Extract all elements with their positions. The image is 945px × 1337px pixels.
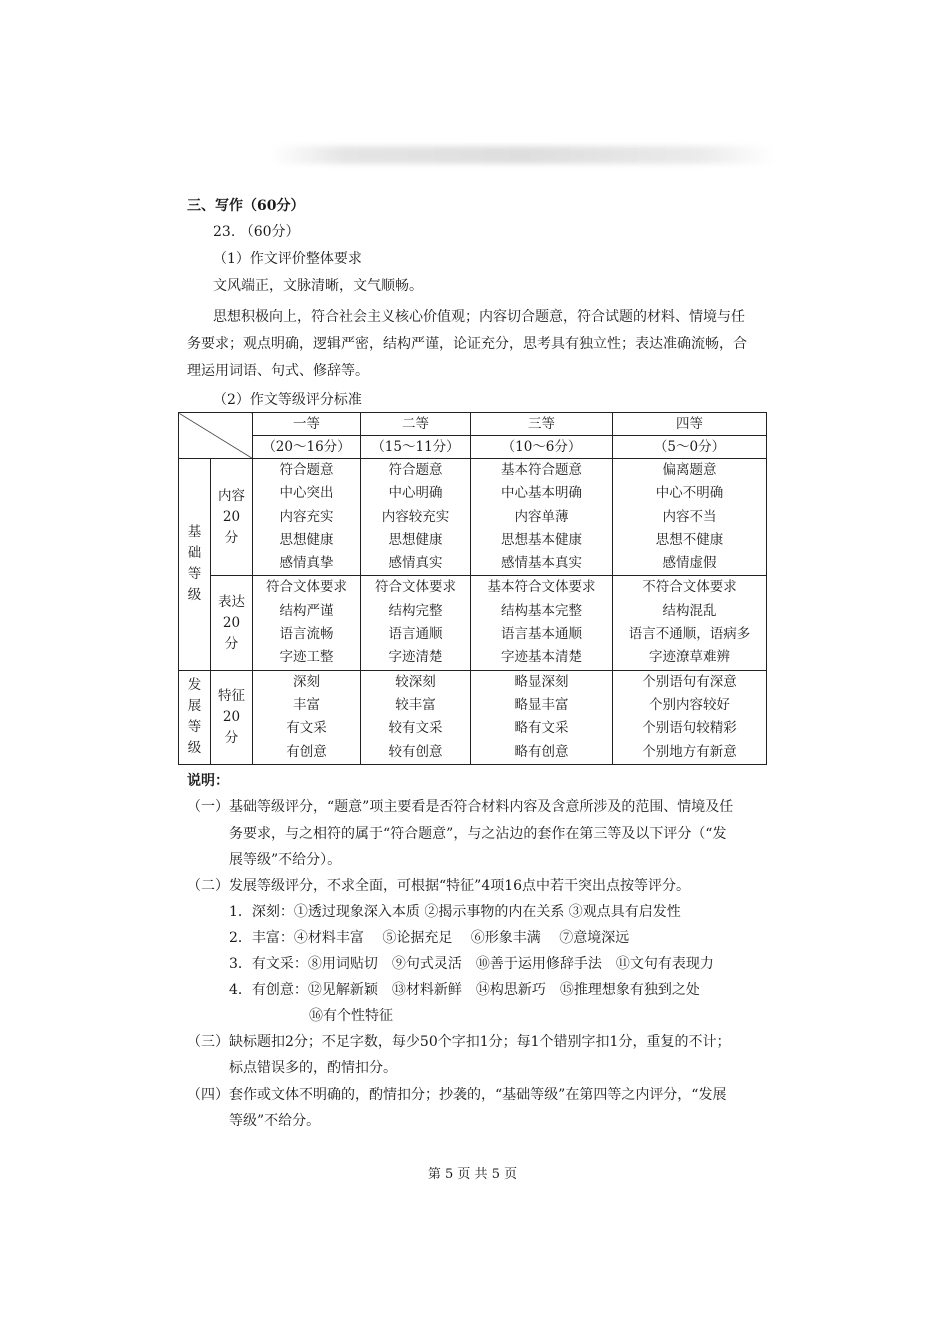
expression-label: 表达 20 分 bbox=[211, 576, 253, 670]
question-number: 23. （60分） bbox=[213, 224, 300, 240]
note-line: 务要求，与之相符的属于“符合题意”，与之沾边的套作在第三等及以下评分（“发 bbox=[229, 826, 727, 842]
note-line: （二）发展等级评分，不求全面，可根据“特征”4项16点中若干突出点按等评分。 bbox=[187, 878, 691, 894]
feature-cell-grade1: 深刻 丰富 有文采 有创意 bbox=[253, 670, 361, 764]
note-line: （四）套作或文体不明确的，酌情扣分；抄袭的，“基础等级”在第四等之内评分，“发展 bbox=[187, 1087, 727, 1103]
requirement-line: 文风端正，文脉清晰，文气顺畅。 bbox=[213, 278, 423, 294]
grade-header: 三等 bbox=[471, 413, 613, 436]
requirement-paragraph-line: 思想积极向上，符合社会主义核心价值观；内容切合题意，符合试题的材料、情境与任 bbox=[213, 309, 745, 325]
note-line: 等级”不给分。 bbox=[229, 1113, 321, 1129]
page-footer: 第 5 页 共 5 页 bbox=[427, 1167, 518, 1182]
note-line: 标点错误多的，酌情扣分。 bbox=[229, 1060, 397, 1076]
feature-cell-grade2: 较深刻 较丰富 较有文采 较有创意 bbox=[361, 670, 471, 764]
grade-header: 一等 bbox=[253, 413, 361, 436]
expression-cell-grade3: 基本符合文体要求 结构基本完整 语言基本通顺 字迹基本清楚 bbox=[471, 576, 613, 670]
content-cell-grade4: 偏离题意 中心不明确 内容不当 思想不健康 感情虚假 bbox=[613, 459, 767, 576]
note-item: 3．有文采：⑧用词贴切 ⑨句式灵活 ⑩善于运用修辞手法 ⑪文句有表现力 bbox=[229, 956, 714, 972]
expression-cell-grade2: 符合文体要求 结构完整 语言通顺 字迹清楚 bbox=[361, 576, 471, 670]
content-cell-grade1: 符合题意 中心突出 内容充实 思想健康 感情真挚 bbox=[253, 459, 361, 576]
subsection-1-title: （1）作文评价整体要求 bbox=[213, 251, 362, 267]
section-title: 三、写作（60分） bbox=[187, 198, 305, 214]
feature-label: 特征 20 分 bbox=[211, 670, 253, 764]
feature-cell-grade3: 略显深刻 略显丰富 略有文采 略有创意 bbox=[471, 670, 613, 764]
note-line: （一）基础等级评分，“题意”项主要看是否符合材料内容及含意所涉及的范围、情境及任 bbox=[187, 799, 734, 815]
grade-range: （10～6分） bbox=[471, 436, 613, 459]
content-cell-grade3: 基本符合题意 中心基本明确 内容单薄 思想基本健康 感情基本真实 bbox=[471, 459, 613, 576]
grade-range: （15～11分） bbox=[361, 436, 471, 459]
feature-cell-grade4: 个别语句有深意 个别内容较好 个别语句较精彩 个别地方有新意 bbox=[613, 670, 767, 764]
note-item: ⑯有个性特征 bbox=[309, 1008, 393, 1024]
requirement-paragraph-line: 理运用词语、句式、修辞等。 bbox=[187, 363, 369, 379]
grade-header: 二等 bbox=[361, 413, 471, 436]
grade-range: （5～0分） bbox=[613, 436, 767, 459]
grade-range: （20～16分） bbox=[253, 436, 361, 459]
requirement-paragraph-line: 务要求；观点明确，逻辑严密，结构严谨，论证充分，思考具有独立性；表达准确流畅，合 bbox=[187, 336, 747, 352]
subsection-2-title: （2）作文等级评分标准 bbox=[213, 392, 362, 408]
table-corner-cell bbox=[179, 413, 253, 459]
note-item: 4．有创意：⑫见解新颖 ⑬材料新鲜 ⑭构思新巧 ⑮推理想象有独到之处 bbox=[229, 982, 700, 998]
note-line: （三）缺标题扣2分；不足字数，每少50个字扣1分；每1个错别字扣1分，重复的不计； bbox=[187, 1034, 731, 1050]
content-label: 内容 20 分 bbox=[211, 459, 253, 576]
note-item: 2．丰富：④材料丰富 ⑤论据充足 ⑥形象丰满 ⑦意境深远 bbox=[229, 930, 630, 946]
scan-smudge bbox=[270, 146, 775, 164]
development-level-label: 发 展 等 级 bbox=[179, 670, 211, 764]
grade-header: 四等 bbox=[613, 413, 767, 436]
basic-level-label: 基 础 等 级 bbox=[179, 459, 211, 671]
notes-title: 说明： bbox=[187, 773, 229, 789]
content-cell-grade2: 符合题意 中心明确 内容较充实 思想健康 感情真实 bbox=[361, 459, 471, 576]
note-line: 展等级”不给分）。 bbox=[229, 852, 342, 868]
expression-cell-grade4: 不符合文体要求 结构混乱 语言不通顺，语病多 字迹潦草难辨 bbox=[613, 576, 767, 670]
note-item: 1．深刻：①透过现象深入本质 ②揭示事物的内在关系 ③观点具有启发性 bbox=[229, 904, 681, 920]
expression-cell-grade1: 符合文体要求 结构严谨 语言流畅 字迹工整 bbox=[253, 576, 361, 670]
grading-table bbox=[178, 412, 767, 765]
